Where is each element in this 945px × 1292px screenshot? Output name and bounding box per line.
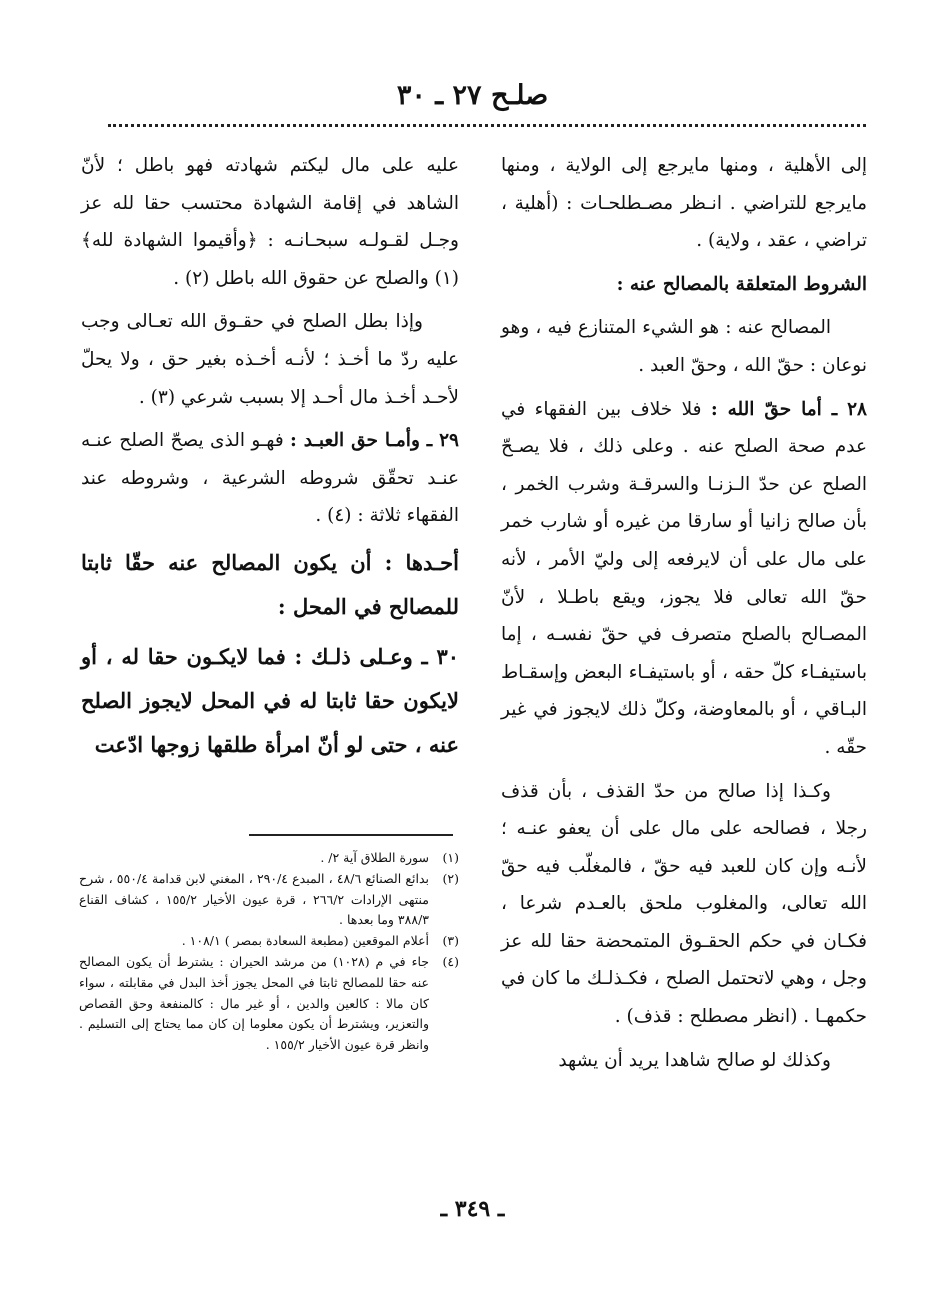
right-column (501, 147, 867, 1085)
condition-heading: أحـدها : أن يكون المصالح عنه حقّا ثابتا للمصالح في المحل : (81, 549, 459, 619)
section-heading: الشروط المتعلقة بالمصالح عنه : (616, 273, 867, 295)
footnote-1: (١) سورة الطلاق آية ٢/ . (320, 850, 459, 865)
footnote-separator (249, 834, 453, 836)
running-header (0, 80, 945, 111)
numbered-paragraph-30: ٣٠ ـ وعـلى ذلـك : فما لايكـون حقا له ، أو لايكون حقا ثابتا له في المحل لايجوز الصلح عنه ، حتى لو أنّ امرأة طلقها زوجها ادّعت (81, 643, 460, 757)
numbered-paragraph-29: ٢٩ ـ وأمـا حق العبـد : فهـو الذى يصحّ الصلح عنـه عنـد تحقّق شروطه الشرعية ، وشروطه عند الفقهاء ثلاثة : (٤) . (81, 430, 459, 527)
footnotes (79, 848, 459, 1056)
paragraph-lead: ٣٠ ـ وعـلى ذلـك : (294, 643, 460, 669)
paragraph: عليه على مال ليكتم شهادته فهو باطل ؛ لأنّ الشاهد في إقامة الشهادة محتسب حقا لله عز وجـل لقـولـه سبحـانـه : ﴿وأقيموا الشهادة لله﴾ (١) والصلح عن حقوق الله باطل (٢) . (81, 155, 459, 289)
footnote-3: (٣) أعلام الموقعين (مطبعة السعادة بمصر ) ١٠٨/١ . (181, 933, 459, 949)
numbered-paragraph-28: ٢٨ ـ أما حقّ الله : فلا خلاف بين الفقهاء في عدم صحة الصلح عنه . وعلى ذلك ، فلا يصـحّ الصلح عن حدّ الـزنـا والسرقـة وشرب الخمر ، بأن صالح زانيا أو سارقا من غيره أو شارب خمر على مال على أن لايرفعه إلى وليّ الأمر ، لأنه حقّ الله تعالى فلا يجوز، ويقع باطـلا ، لأنّ المصـالح بالصلح متصرف في حقّ نفسـه ، إما باستيفـاء كلّ حقه ، أو باستيفـاء البعض وإسقـاط البـاقي ، أو بالمعاوضة، وكلّ ذلك لايجوز في غير حقّه . (501, 398, 867, 758)
paragraph: وإذا بطل الصلح في حقـوق الله تعـالى وجب عليه ردّ ما أخـذ ؛ لأنـه أخـذه بغير حق ، ولا يحلّ لأحـد أخـذ مال أحـد إلا بسبب شرعي (٣) . (81, 311, 459, 408)
header-dotted-rule (108, 124, 866, 127)
page-number: ـ ٣٤٩ ـ (440, 1196, 505, 1222)
paragraph-lead: ٢٩ ـ وأمـا حق العبـد : (290, 430, 459, 452)
paragraph: وكذلك لو صالح شاهدا يريد أن يشهد (558, 1049, 831, 1071)
footnote-4: (٤) جاء في م (١٠٢٨) من مرشد الحيران : يشترط أن يكون المصالح عنه حقا للمصالح ثابتا في المحل يجوز أخذ البدل في مقابلته ، سواء كان مالا : كالعين والدين ، أو غير مال : كالمنفعة وحق القصاص والتعزير، ويشترط أن يكون معلوما إن كان مما يحتاج إلى التسليم . وانظر قرة عيون الأخيار ١٥٥/٢ . (79, 953, 459, 1053)
footnote-2: (٢) بدائع الصنائع ٤٨/٦ ، المبدع ٢٩٠/٤ ، المغني لابن قدامة ٥٥٠/٤ ، شرح منتهى الإرادات ٢٦٦/٢ ، قرة عيون الأخيار ١٥٥/٢ ، كشاف القناع ٣٨٨/٣ وما بعدها . (79, 870, 459, 928)
paragraph: وكـذا إذا صالح من حدّ القذف ، بأن قذف رجلا ، فصالحه على مال على أن يعفو عنـه ؛ لأنـه وإن كان للعبد فيه حقّ ، فالمغلّب فيه حقّ الله تعالى، والمغلوب ملحق بالعـدم شرعا ، فكـان في حكم الحقـوق المتمحضة حقا لله عز وجل ، وهي لاتحتمل الصلح ، فكـذلـك ما كان في حكمهـا . (انظر مصطلح : قذف) . (501, 780, 867, 1028)
paragraph: إلى الأهلية ، ومنها مايرجع إلى الولاية ، ومنها مايرجع للتراضي . انـظر مصـطلحـات : (أهلية ، تراضي ، عقد ، ولاية) . (501, 155, 867, 252)
running-header-title: صلـح ٢٧ ـ ٣٠ (396, 80, 549, 111)
left-column (81, 147, 459, 773)
paragraph: المصالح عنه : هو الشيء المتنازع فيه ، وهو نوعان : حقّ الله ، وحقّ العبد . (501, 317, 867, 376)
paragraph-lead: ٢٨ ـ أما حقّ الله : (710, 398, 867, 420)
